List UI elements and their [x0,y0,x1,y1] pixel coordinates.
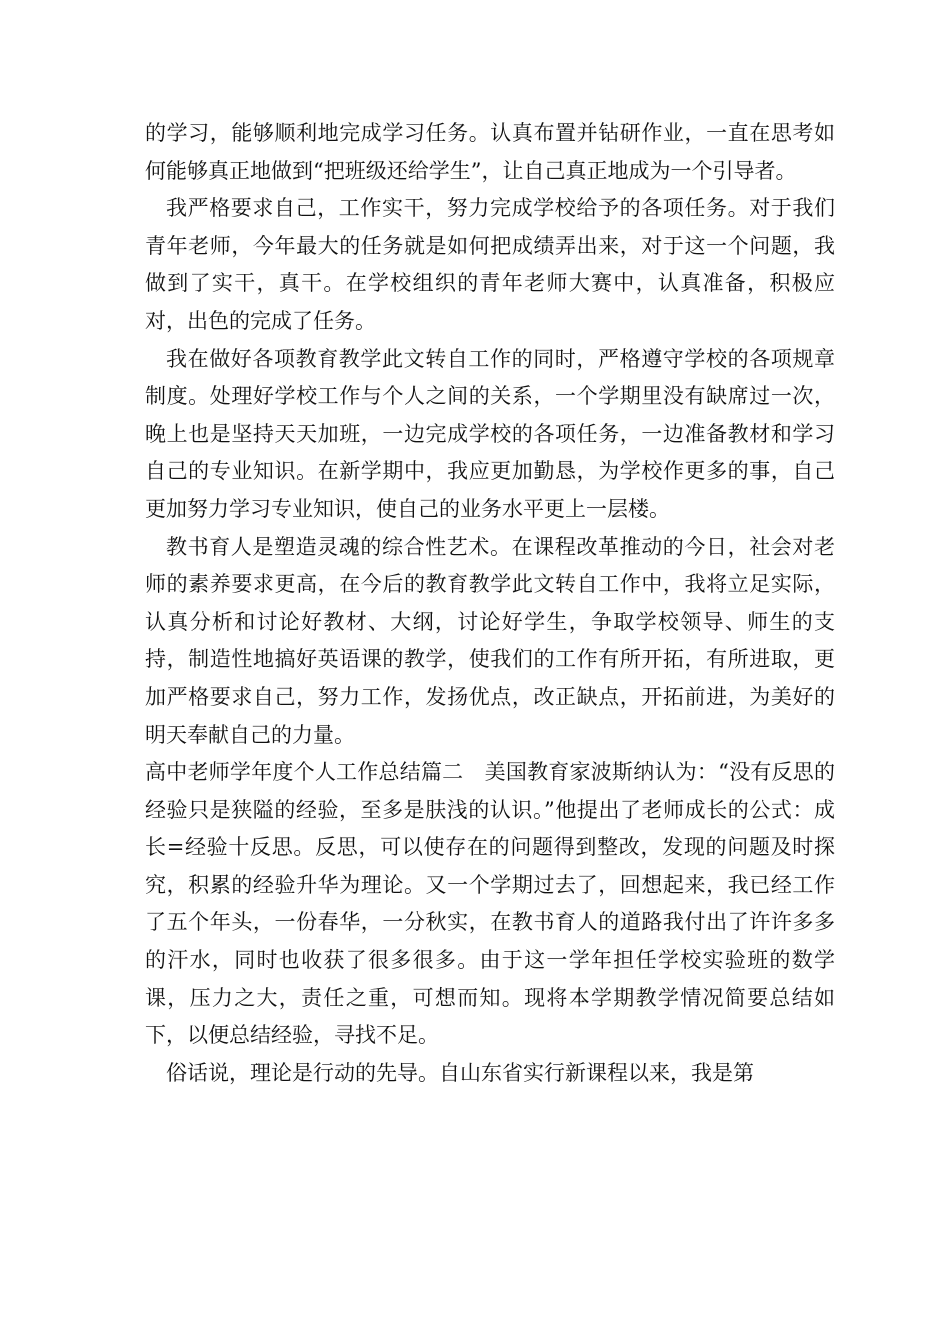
paragraph-1: 的学习，能够顺利地完成学习任务。认真布置并钻研作业，一直在思考如何能够真正地做到“把班级还给学生”，让自己真正地成为一个引导者。 [145,121,835,183]
paragraph-4: 教书育人是塑造灵魂的综合性艺术。在课程改革推动的今日，社会对老师的素养要求更高，在今后的教育教学此文转自工作中，我将立足实际，认真分析和讨论好教材、大纲，讨论好学生，争取学校领导、师生的支持，制造性地搞好英语课的教学，使我们的工作有所开拓，有所进取，更加严格要求自己，努力工作，发扬优点，改正缺点，开拓前进，为美好的明天奉献自己的力量。 [145,534,835,747]
paragraph-3: 我在做好各项教育教学此文转自工作的同时，严格遵守学校的各项规章制度。处理好学校工作与个人之间的关系，一个学期里没有缺席过一次，晚上也是坚持天天加班，一边完成学校的各项任务，一边准备教材和学习自己的专业知识。在新学期中，我应更加勤恳，为学校作更多的事，自己更加努力学习专业知识，使自己的业务水平更上一层楼。 [145,346,835,521]
document-body [145,115,835,1092]
paragraph-2: 我严格要求自己，工作实干，努力完成学校给予的各项任务。对于我们青年老师，今年最大的任务就是如何把成绩弄出来，对于这一个问题，我做到了实干，真干。在学校组织的青年老师大赛中，认真准备，积极应对，出色的完成了任务。 [145,196,835,333]
paragraph-5-section-heading: 高中老师学年度个人工作总结篇二 美国教育家波斯纳认为：“没有反思的经验只是狭隘的经验，至多是肤浅的认识。”他提出了老师成长的公式：成长=经验十反思。反思，可以使存在的问题得到整改，发现的问题及时探究，积累的经验升华为理论。又一个学期过去了，回想起来，我已经工作了五个年头，一份春华，一分秋实，在教书育人的道路我付出了许许多多的汗水，同时也收获了很多很多。由于这一学年担任学校实验班的数学课，压力之大，责任之重，可想而知。现将本学期教学情况简要总结如下，以便总结经验，寻找不足。 [145,760,835,1048]
paragraph-6: 俗话说，理论是行动的先导。自山东省实行新课程以来，我是第 [166,1060,754,1085]
